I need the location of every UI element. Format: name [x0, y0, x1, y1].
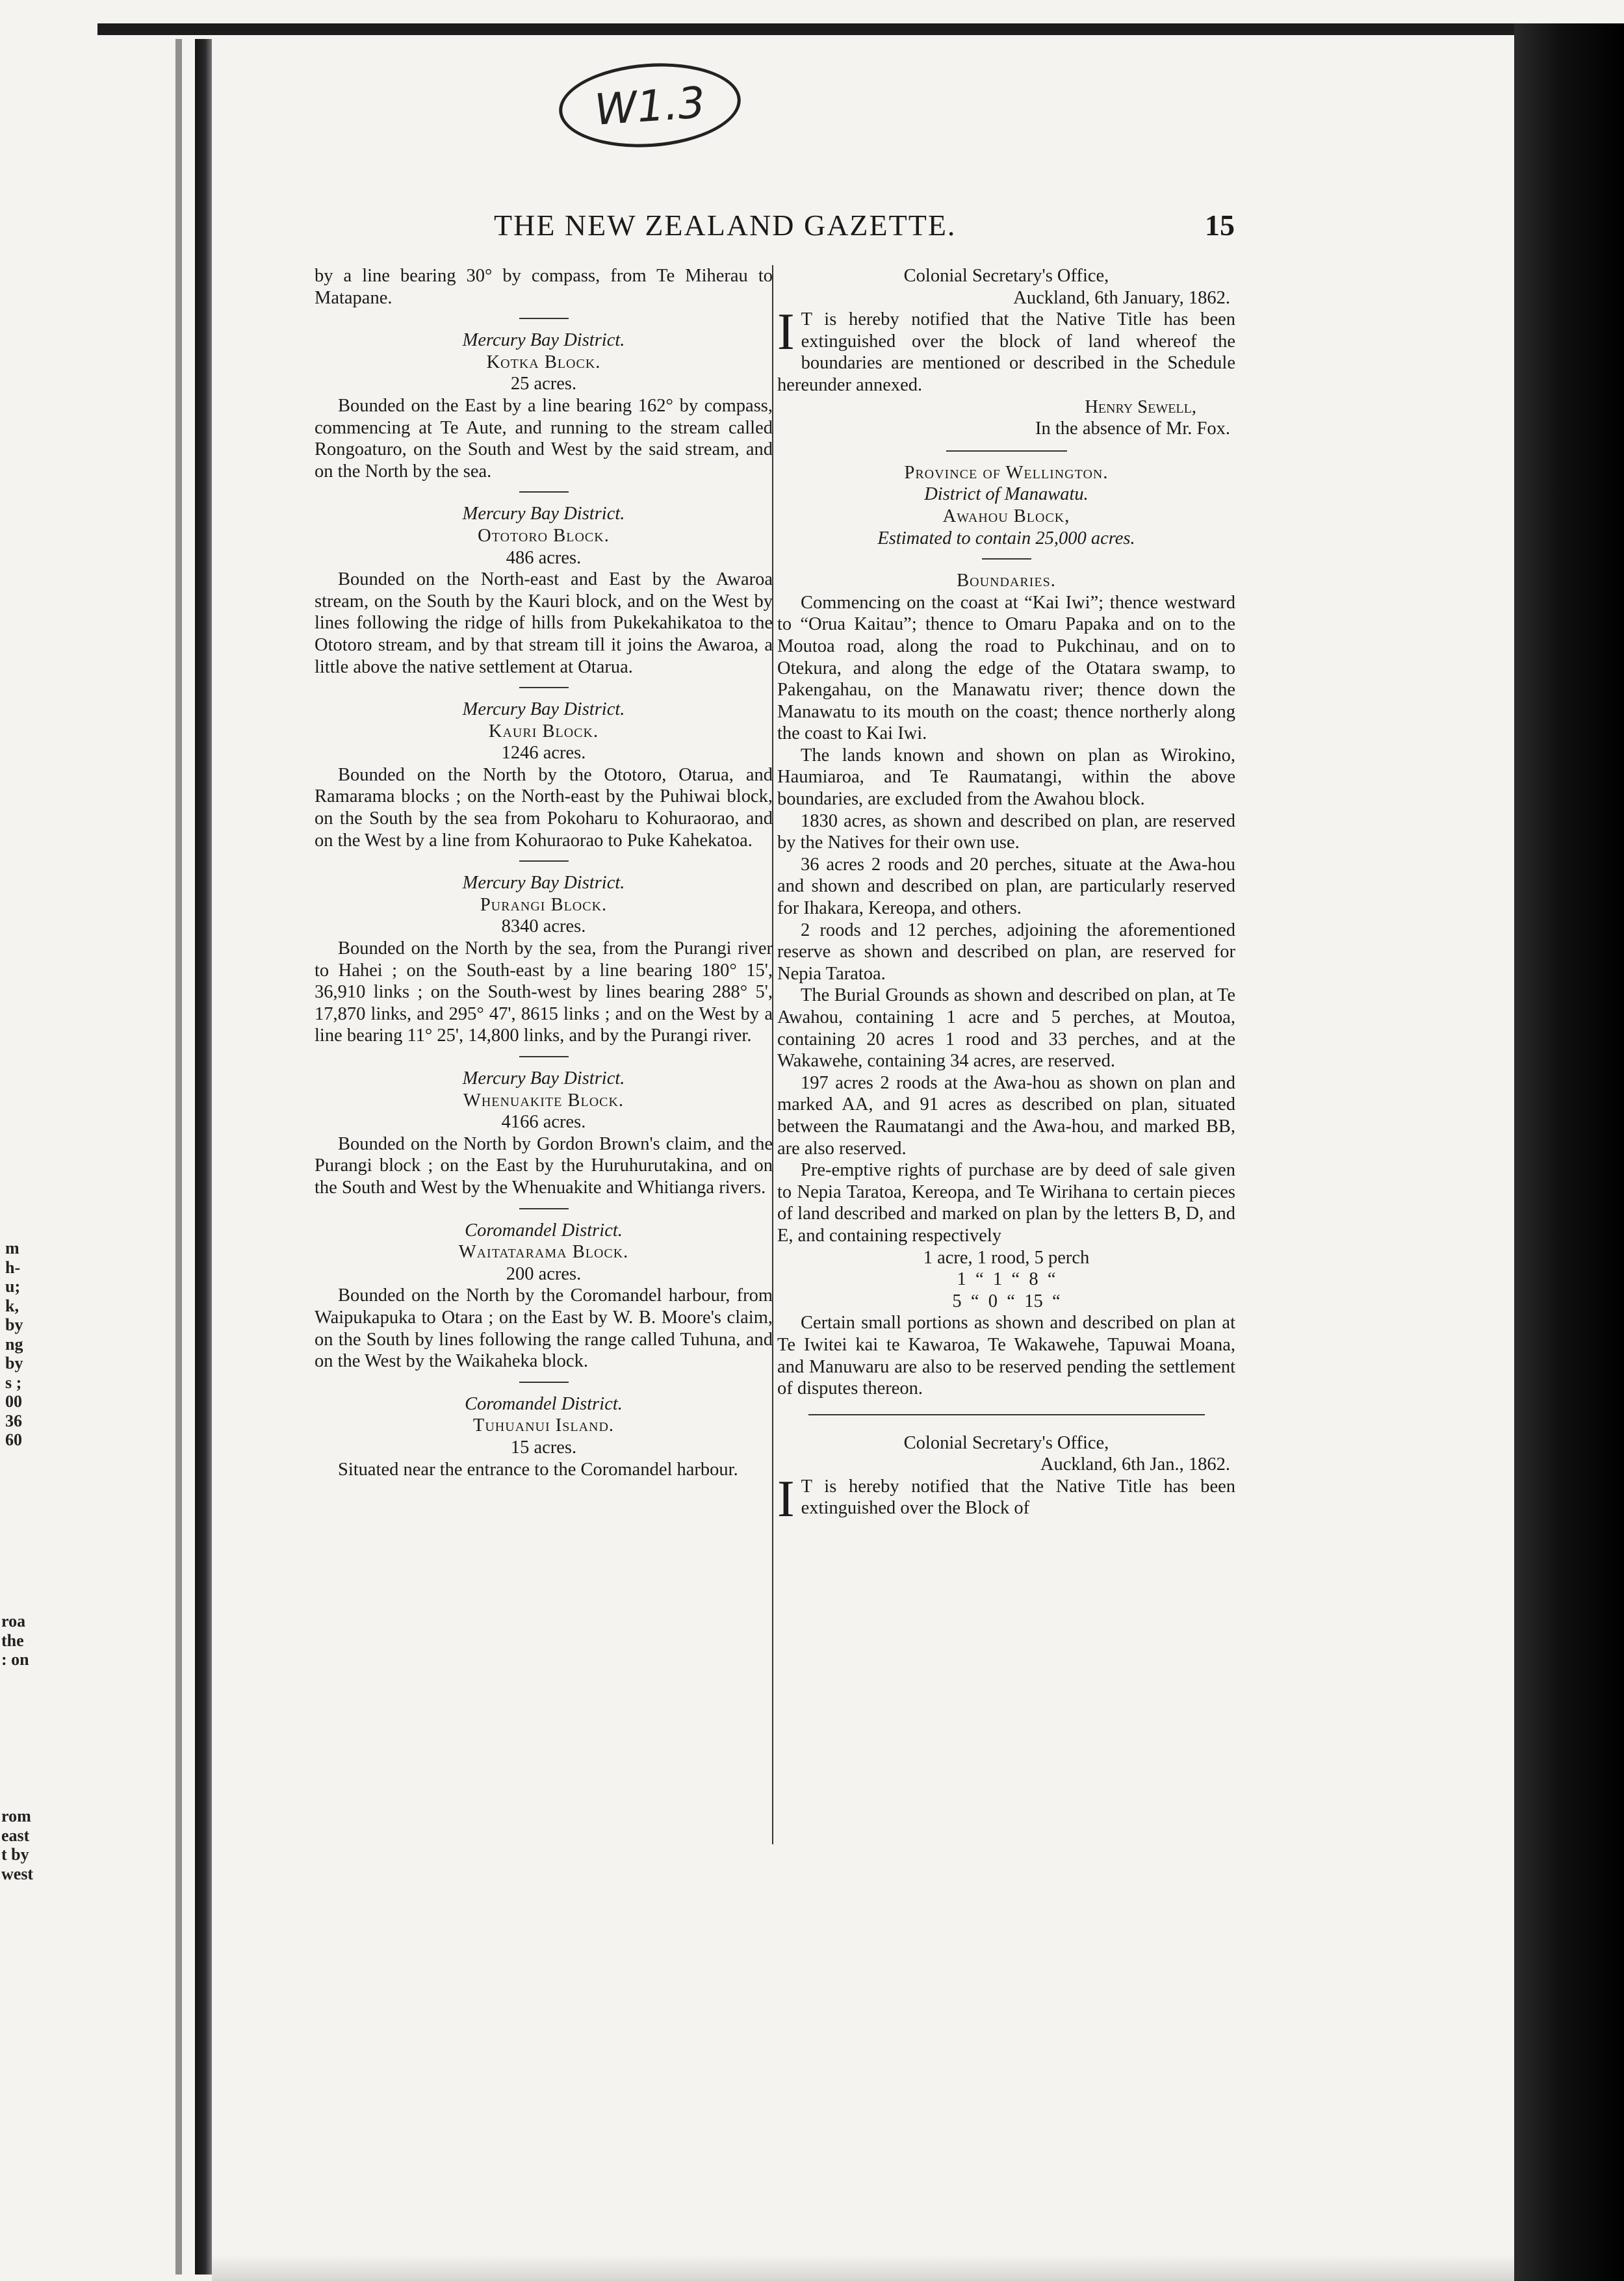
notice-office: Colonial Secretary's Office, [903, 1432, 1109, 1453]
section-divider [519, 318, 569, 319]
block-acres: 15 acres. [510, 1437, 577, 1458]
block-description: Bounded on the North by the Ototoro, Otarua, and Ramarama blocks ; on the North-east by the Puhiwai block, on the South by the sea from Pokoharu to Kohuraorao, and on the West by a line from Kohuraorao to Puke Kahekatoa. [315, 764, 773, 851]
block-acres: 486 acres. [506, 547, 582, 568]
notice-body [777, 303, 1235, 396]
margin-fragment: 00 [5, 1392, 22, 1411]
block-name: Waitatarama Block. [458, 1242, 629, 1263]
district-heading: Mercury Bay District. [462, 504, 625, 524]
margin-fragment: rom [1, 1807, 31, 1825]
margin-fragment: by [5, 1315, 23, 1334]
notice-signatory: Henry Sewell, [1085, 396, 1196, 417]
block-name: Whenuakite Block. [463, 1090, 625, 1111]
boundary-paragraph: 36 acres 2 roods and 20 perches, situate at the Awa-hou and shown and described on plan, are particularly reserved for Ihakara, Kereopa, and others. [777, 854, 1235, 919]
block-acres: 1246 acres. [501, 743, 586, 764]
district-heading: Mercury Bay District. [462, 699, 625, 720]
boundary-paragraph: Commencing on the coast at “Kai Iwi”; thence westward to “Orua Kaitau”; thence to Omaru Papaka and on to the Moutoa road, along the road to Pukchinau, and on to Otekura, and along the edge of the Otatara swamp, to Pakengahau, on the Manawatu river; thence down the Manawatu to its mouth on the coast; thence northerly along the coast to Kai Iwi. [777, 592, 1235, 744]
margin-fragment: by [5, 1354, 23, 1372]
section-divider [519, 860, 569, 862]
block-description: Bounded on the North-east and East by the Awaroa stream, on the South by the Kauri block, and on the West by lines following the ridge of hills from Pukekahikatoa to the Ototoro stream, and by that stream till it joins the Awaroa, a little above the native settlement at Otarua. [315, 569, 773, 677]
block-entry-kauri [315, 699, 773, 851]
notice-office: Colonial Secretary's Office, [903, 266, 1109, 286]
notice-body [777, 1470, 1235, 1528]
margin-fragment: roa [1, 1612, 26, 1630]
notice-2 [777, 1432, 1235, 1528]
section-divider [946, 450, 1067, 452]
margin-fragment: k, [5, 1296, 19, 1315]
block-acres: 25 acres. [510, 374, 577, 394]
notice-place-date: Auckland, 6th January, 1862. [1013, 287, 1230, 308]
notice-body-text: T is hereby notified that the Native Title has been extinguished over the Block of [801, 1476, 1235, 1519]
district-heading: Mercury Bay District. [462, 1068, 625, 1089]
margin-fragment: west [1, 1864, 34, 1883]
page-header [312, 208, 1235, 255]
scan-binding-edge [195, 39, 212, 2275]
margin-fragment: m [5, 1239, 19, 1257]
boundaries-heading: Boundaries. [957, 571, 1056, 591]
margin-fragment: u; [5, 1277, 21, 1296]
scan-binding-shadow [175, 39, 182, 2275]
margin-fragment: the [1, 1630, 24, 1650]
block-acres: 4166 acres. [501, 1112, 586, 1133]
boundary-paragraph: The Burial Grounds as shown and described on plan, at Te Awahou, containing 1 acre and 5 perches, at Moutoa, containing 20 acres 1 rood and 33 perches, and at the Wakawehe, containing 34 acres, are reserved. [777, 985, 1235, 1072]
block-name: Tuhuanui Island. [472, 1415, 615, 1436]
boundary-paragraph: 1830 acres, as shown and described on plan, are reserved by the Natives for their own use. [777, 810, 1235, 853]
section-divider [519, 1056, 569, 1057]
boundary-paragraph: Pre-emptive rights of purchase are by deed of sale given to Nepia Taratoa, Kereopa, and Te Wirihana to certain pieces of land described and marked on plan by the letters B, D, and E, and containing respectively [777, 1160, 1235, 1246]
drop-cap: I [777, 1470, 795, 1528]
section-divider [808, 1414, 1205, 1415]
block-entry-waitatarama [315, 1220, 773, 1372]
block-acres: 200 acres. [506, 1263, 582, 1284]
margin-fragment: : on [1, 1650, 29, 1669]
block-estimate: Estimated to contain 25,000 acres. [877, 528, 1135, 548]
block-entry-ototoro [315, 503, 773, 678]
district-heading: Mercury Bay District. [462, 873, 625, 894]
block-entry-tuhuanui [315, 1393, 773, 1480]
notice-signatory-note: In the absence of Mr. Fox. [1035, 419, 1230, 439]
acreage-row: 1 “ 1 “ 8 “ [957, 1269, 1056, 1290]
district-heading: District of Manawatu. [924, 484, 1089, 505]
page-number: 15 [1205, 209, 1235, 242]
province-heading: Province of Wellington. [904, 462, 1109, 483]
margin-fragment-group-2 [1, 1612, 29, 1669]
margin-fragment: s ; [5, 1372, 22, 1392]
margin-fragment: 60 [5, 1430, 22, 1449]
block-description: Bounded on the North by the sea, from the Purangi river to Hahei ; on the South-east by a line bearing 180° 15', 36,910 links ; on the South-west by lines bearing 288° 5', 17,870 links, and 295° 47', 8615 links ; and on the West by a line bearing 11° 25', 14,800 links, and by the Purangi river. [315, 938, 773, 1046]
gazette-title: THE NEW ZEALAND GAZETTE. [494, 209, 957, 242]
section-divider [519, 491, 569, 493]
block-entry-kotka [315, 329, 773, 482]
margin-fragment-group-1 [5, 1239, 23, 1450]
notice-place-date: Auckland, 6th Jan., 1862. [1040, 1454, 1230, 1475]
archive-stamp [556, 57, 743, 153]
margin-fragment: ng [5, 1334, 23, 1354]
archive-stamp-text: W1.3 [593, 77, 707, 135]
block-description: Bounded on the East by a line bearing 162° by compass, commencing at Te Aute, and running to the stream called Rongoaturo, on the South and West by the said stream, and on the North by the sea. [315, 395, 773, 482]
block-name: Kotka Block. [486, 352, 601, 372]
closing-paragraph: Certain small portions as shown and described on plan at Te Iwitei kai te Kawaroa, Te Wakawehe, Tapuwai Moana, and Manuwaru are also to be reserved pending the settlement of disputes thereon. [777, 1313, 1235, 1399]
block-entry-purangi [315, 872, 773, 1047]
boundary-paragraph: 197 acres 2 roods at the Awa-hou as shown on plan and marked AA, and 91 acres as described on plan, situated between the Raumatangi and the Awa-hou, and marked BB, are also reserved. [777, 1072, 1235, 1159]
boundary-paragraph: 2 roods and 12 perches, adjoining the aforementioned reserve as shown and described on plan, are reserved for Nepia Taratoa. [777, 920, 1235, 984]
acreage-row: 1 acre, 1 rood, 5 perch [923, 1247, 1090, 1268]
block-name: Purangi Block. [480, 894, 608, 915]
boundary-paragraph: The lands known and shown on plan as Wirokino, Haumiaroa, and Te Raumatangi, within the above boundaries, are excluded from the Awahou block. [777, 745, 1235, 810]
district-heading: Coromandel District. [465, 1220, 623, 1241]
block-description: Situated near the entrance to the Coromandel harbour. [338, 1459, 738, 1480]
margin-fragment: h- [5, 1257, 21, 1277]
section-divider [982, 558, 1031, 560]
margin-fragment-group-3 [1, 1807, 33, 1883]
right-column [777, 265, 1235, 1528]
section-divider [519, 687, 569, 688]
block-name: Ototoro Block. [478, 525, 610, 546]
section-divider [519, 1382, 569, 1383]
block-entry-whenuakite [315, 1068, 773, 1199]
district-heading: Mercury Bay District. [462, 330, 625, 351]
notice-body-text: T is hereby notified that the Native Title has been extinguished over the block of land whereof the boundaries are mentioned or described in the Schedule hereunder annexed. [777, 309, 1235, 395]
margin-fragment: 36 [5, 1411, 22, 1430]
acreage-row: 5 “ 0 “ 15 “ [952, 1291, 1061, 1311]
drop-cap: I [777, 303, 795, 361]
scan-right-edge [1514, 23, 1624, 2281]
block-description: Bounded on the North by the Coromandel harbour, from Waipukapuka to Otara ; on the East by W. B. Moore's claim, on the South by lines following the range called Tuhuna, and on the West by the Waikaheka block. [315, 1285, 773, 1372]
scan-top-rule [97, 23, 1514, 35]
left-column [315, 265, 773, 1480]
district-heading: Coromandel District. [465, 1393, 623, 1414]
block-description: Bounded on the North by Gordon Brown's claim, and the Purangi block ; on the East by the Huruhurutakina, and on the South and West by the Whenuakite and Whitianga rivers. [315, 1133, 773, 1198]
notice-1 [777, 265, 1235, 440]
margin-fragment: t by [1, 1845, 29, 1864]
acreage-table [777, 1247, 1235, 1313]
block-name: Kauri Block. [488, 721, 599, 741]
continued-paragraph: by a line bearing 30° by compass, from Te Miherau to Matapane. [315, 266, 773, 308]
section-divider [519, 1208, 569, 1209]
block-acres: 8340 acres. [501, 916, 586, 937]
margin-fragment: east [1, 1825, 30, 1845]
scan-bottom-shadow [212, 2255, 1514, 2281]
block-name: Awahou Block, [942, 506, 1070, 526]
